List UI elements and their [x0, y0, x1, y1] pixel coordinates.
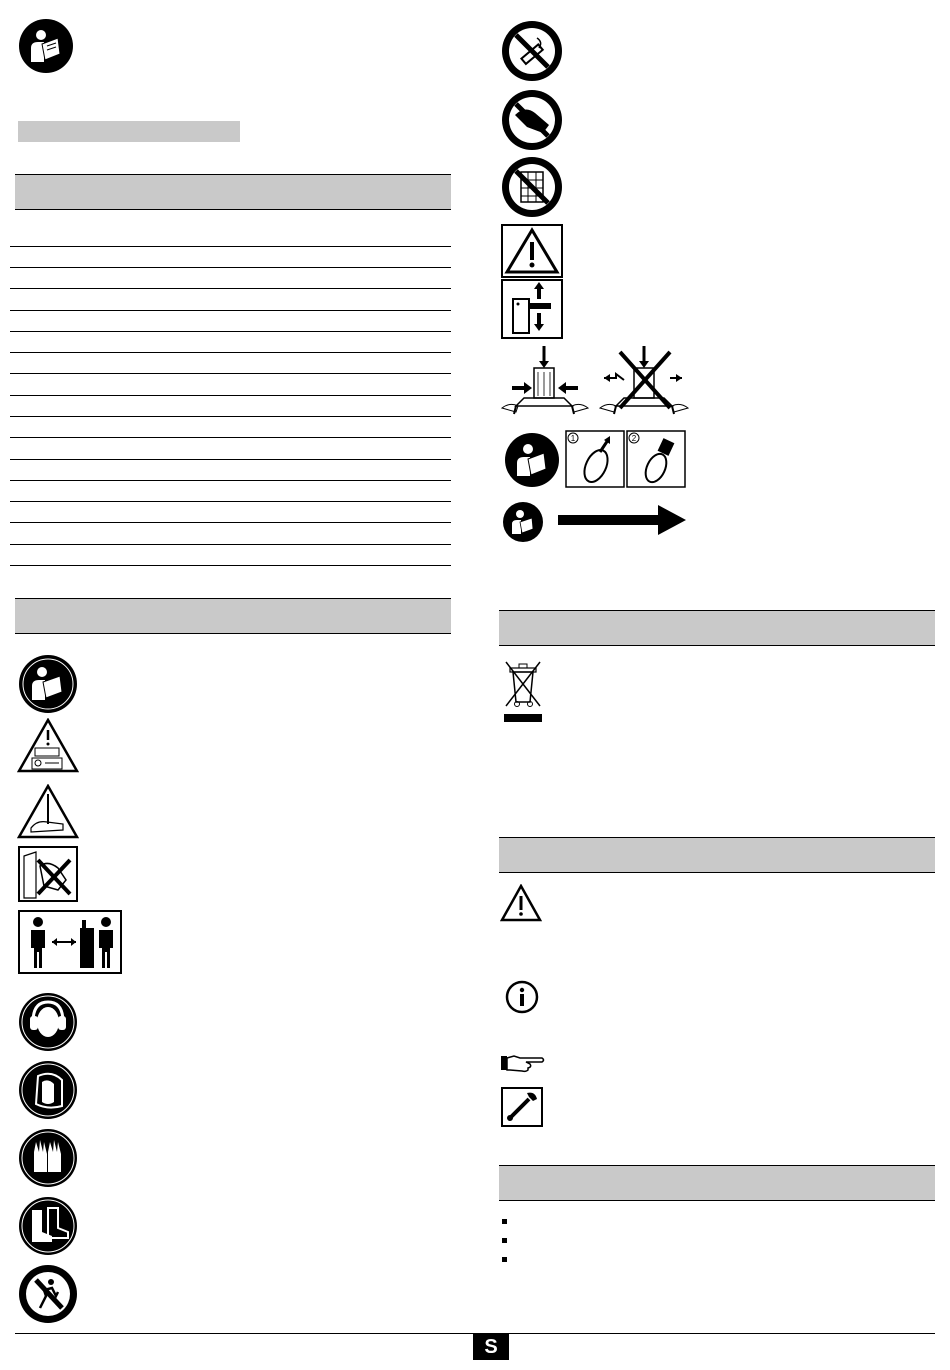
svg-text:2: 2	[631, 434, 637, 443]
table-header	[15, 174, 451, 210]
up-down-arrow-icon	[501, 279, 563, 339]
table-row	[10, 480, 451, 481]
table-row	[10, 288, 451, 289]
face-shield-icon	[18, 1060, 78, 1120]
read-manual-icon	[18, 654, 78, 714]
table-row	[10, 373, 451, 374]
pointing-hand-icon	[500, 1052, 546, 1074]
table-row	[10, 395, 451, 396]
svg-text:1: 1	[570, 434, 576, 443]
weee-bin-icon	[502, 656, 544, 726]
table-row	[10, 501, 451, 502]
environment-header	[499, 610, 935, 646]
no-split-log-icon	[598, 346, 690, 418]
list-item	[502, 1257, 507, 1262]
refill-oil-icon	[504, 430, 688, 488]
table-row	[10, 246, 451, 247]
arrow-right-icon	[558, 503, 688, 537]
instructions-header	[499, 837, 935, 873]
table-row	[10, 416, 451, 417]
caution-icon	[500, 884, 542, 922]
table-row	[10, 310, 451, 311]
table-row	[10, 544, 451, 545]
bullet-list	[502, 1219, 507, 1262]
ear-protection-icon	[18, 992, 78, 1052]
warning-triangle-icon	[501, 224, 563, 278]
page-language-label: S	[473, 1334, 509, 1360]
table-row	[10, 352, 451, 353]
gloves-icon	[18, 1128, 78, 1188]
distance-icon	[18, 910, 122, 974]
section-label-bar	[18, 121, 240, 142]
split-log-icon	[500, 346, 590, 418]
list-item	[502, 1238, 507, 1243]
table-row	[10, 522, 451, 523]
info-icon	[505, 980, 539, 1014]
list-item	[502, 1219, 507, 1224]
no-hand-icon	[18, 846, 78, 902]
table-row	[10, 565, 451, 566]
wrench-icon	[501, 1087, 543, 1127]
symbols-header	[15, 598, 451, 634]
table-row	[10, 331, 451, 332]
table-row	[10, 437, 451, 438]
no-grid-icon	[501, 156, 563, 218]
hand-cut-warning-icon	[17, 784, 79, 839]
warning-disconnect-icon	[17, 718, 79, 773]
scope-header	[499, 1165, 935, 1201]
no-hands-icon	[501, 89, 563, 151]
table-row	[10, 267, 451, 268]
read-manual-icon	[18, 18, 74, 74]
safety-boots-icon	[18, 1196, 78, 1256]
read-manual-icon	[502, 501, 544, 543]
table-row	[10, 459, 451, 460]
no-smoking-icon	[501, 20, 563, 82]
no-access-icon	[18, 1264, 78, 1324]
